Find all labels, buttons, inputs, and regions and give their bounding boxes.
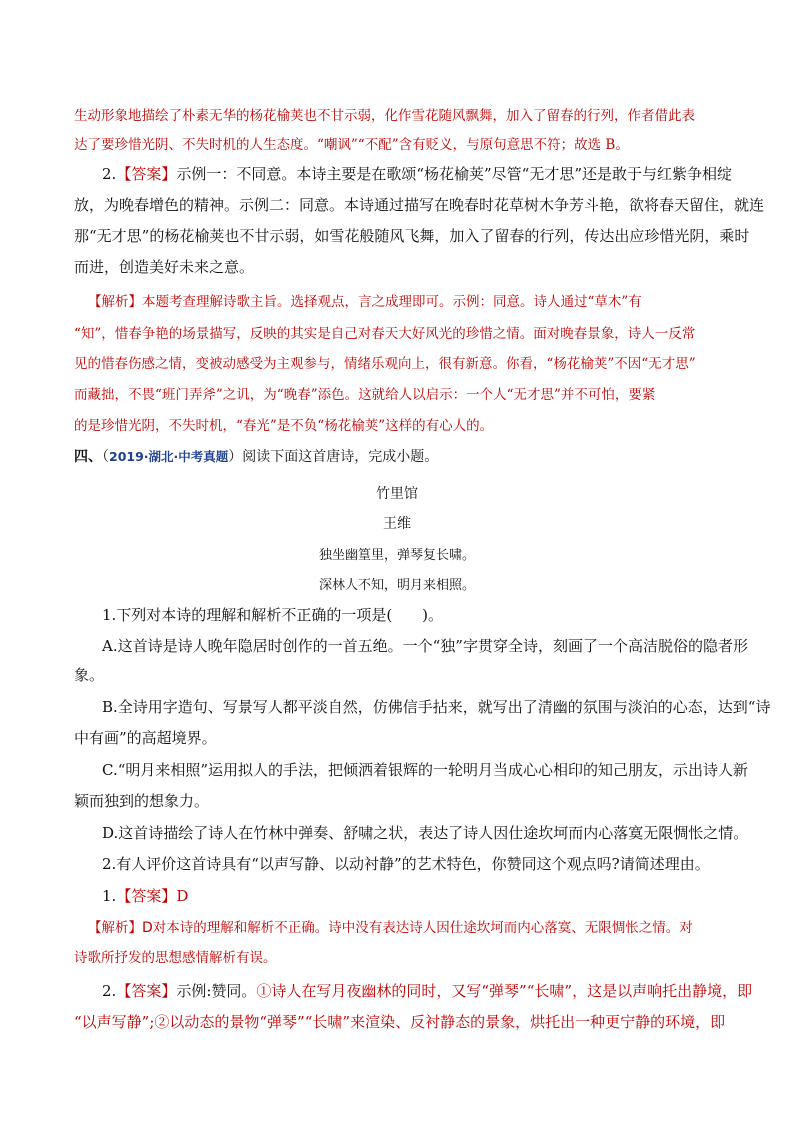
answer-2-line-3: 那“无才思”的杨花榆荚也不甘示弱，如雪花般随风飞舞，加入了留春的行列，传达出应珍惜光阴，乘时 xyxy=(74,227,750,245)
question-2-stem: 2.有人评价这首诗具有“以声写静、以动衬静”的艺术特色，你赞同这个观点吗?请简述理由。 xyxy=(102,855,710,873)
answer-2-line-2: 放，为晚春增色的精神。示例二：同意。本诗通过描写在晚春时花草树木争芳斗艳，欲将春天留住，就连 xyxy=(74,196,765,214)
section-4-heading: 四、（2019·湖北·中考真题）阅读下面这首唐诗，完成小题。 xyxy=(74,449,439,465)
analysis-line-5: 的是珍惜光阴，不失时机，“春光”是不负“杨花榆荚”这样的有心人的。 xyxy=(74,418,494,434)
option-a-line-2: 象。 xyxy=(74,666,105,684)
answer-tag: 【答案】 xyxy=(116,165,177,183)
option-b-line-2: 中有画”的高超境界。 xyxy=(74,729,217,747)
exam-source: 2019·湖北·中考真题 xyxy=(109,449,229,464)
poem-title: 竹里馆 xyxy=(376,486,418,502)
answer-2-final-line-1: 2.【答案】示例:赞同。①诗人在写月夜幽林的同时，又写“弹琴”“长啸”，这是以声响托出静境，即 xyxy=(102,982,753,1000)
answer-text: 示例一：不同意。本诗主要是在歌颂“杨花榆荚”尽管“无才思”还是敢于与红紫争相绽 xyxy=(176,165,733,183)
analysis-tag: 【解析】 xyxy=(88,920,142,936)
poem-line-2: 深林人不知，明月来相照。 xyxy=(318,578,475,593)
poem-line-1: 独坐幽篁里，弹琴复长啸。 xyxy=(318,548,475,563)
answer-1-analysis-line-2: 诗歌所抒发的思想感情解析有误。 xyxy=(74,950,277,966)
analysis-line-1: 【解析】本题考查理解诗歌主旨。选择观点，言之成理即可。示例：同意。诗人通过“草木”有 xyxy=(88,294,642,310)
top-analysis-line-1: 生动形象地描绘了朴素无华的杨花榆荚也不甘示弱，化作雪花随风飘舞，加入了留春的行列，作者借此表 xyxy=(74,108,695,124)
answer-1-analysis-line-1: 【解析】D对本诗的理解和解析不正确。诗中没有表达诗人因仕途坎坷而内心落寞、无限惆怅之情。对 xyxy=(88,920,693,936)
answer-number: 2. xyxy=(102,165,117,183)
poem-author: 王维 xyxy=(383,516,411,532)
analysis-line-3: 见的惜春伤感之情，变被动感受为主观参与，情绪乐观向上，很有新意。你看，“杨花榆荚”不因“无才思” xyxy=(74,356,696,372)
top-analysis-line-2: 达了要珍惜光阴、不失时机的人生态度。“嘲讽”“不配”含有贬义，与原句意思不符；故选 B。 xyxy=(74,137,629,153)
option-c-line-2: 颖而独到的想象力。 xyxy=(74,792,210,810)
analysis-tag: 【解析】 xyxy=(88,294,142,310)
answer-2-line-4: 而进，创造美好未来之意。 xyxy=(74,258,255,276)
analysis-line-2: “知”，惜春争艳的场景描写，反映的其实是自己对春天大好风光的珍惜之情。面对晚春景象，诗人一反常 xyxy=(74,326,696,342)
answer-2-final-line-2: “以声写静”;②以动态的景物“弹琴”“长啸”来渲染、反衬静态的景象，烘托出一种更宁静的环境，即 xyxy=(74,1013,726,1031)
answer-value: D xyxy=(176,887,189,905)
answer-tag: 【答案】 xyxy=(116,982,177,1000)
answer-1: 1.【答案】D xyxy=(102,887,189,905)
analysis-line-4: 而藏拙，不畏“班门弄斧”之讥，为“晚春”添色。这就给人以启示：一个人“无才思”并不可怕，要紧 xyxy=(74,387,656,403)
option-a-line-1: A.这首诗是诗人晚年隐居时创作的一首五绝。一个“独”字贯穿全诗，刻画了一个高洁脱俗的隐者形 xyxy=(102,637,748,655)
answer-tag: 【答案】 xyxy=(116,887,177,905)
question-1-stem: 1.下列对本诗的理解和解析不正确的一项是( )。 xyxy=(102,606,444,624)
option-b-line-1: B.全诗用字造句、写景写人都平淡自然，仿佛信手拈来，就写出了清幽的氛围与淡泊的心态，达到“诗 xyxy=(102,698,771,716)
option-d-line-1: D.这首诗描绘了诗人在竹林中弹奏、舒啸之状，表达了诗人因仕途坎坷而内心落寞无限惆怅之情。 xyxy=(102,824,749,842)
answer-2-line-1 xyxy=(102,163,754,184)
option-c-line-1: C.“明月来相照”运用拟人的手法，把倾洒着银辉的一轮明月当成心心相印的知己朋友，示出诗人新 xyxy=(102,761,749,779)
